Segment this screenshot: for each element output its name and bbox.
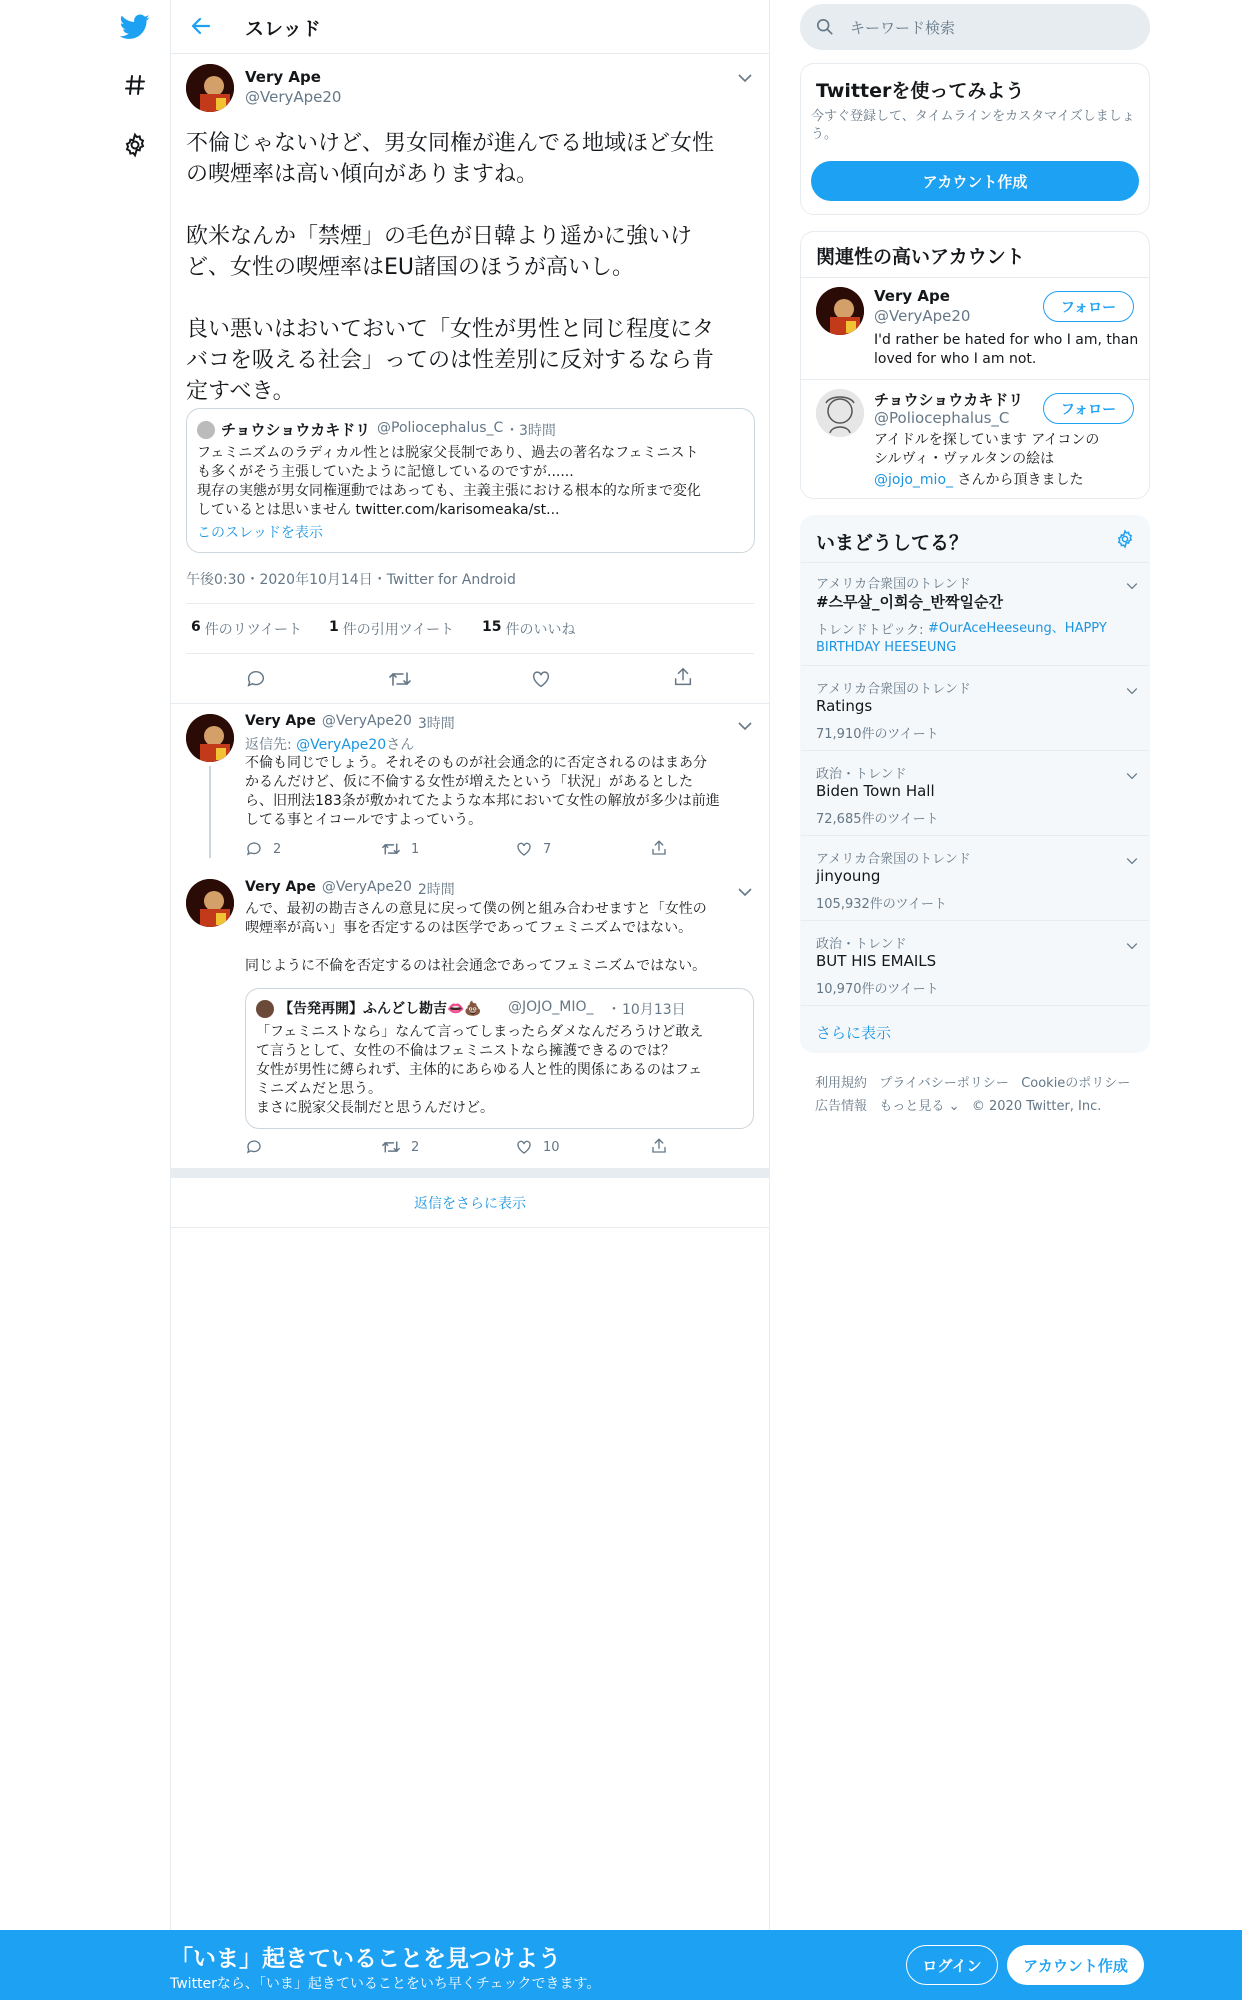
quote-author-handle: @JOJO_MIO_ (508, 999, 594, 1015)
share-icon (650, 839, 668, 857)
show-more-trends-row[interactable] (801, 1005, 1150, 1053)
trend-context: 政治・トレンド (816, 767, 907, 782)
signup-button[interactable]: アカウント作成 (1007, 1945, 1144, 1985)
retweet-action[interactable] (381, 1138, 419, 1156)
reply-action[interactable] (245, 1138, 273, 1156)
reply-action[interactable] (245, 840, 281, 858)
follow-button[interactable]: フォロー (1043, 393, 1134, 424)
quoted-tweet[interactable] (186, 408, 755, 553)
avatar[interactable] (186, 879, 234, 927)
trends-card (800, 515, 1150, 1053)
footer-ads-link[interactable]: 広告情報 (815, 1099, 868, 1114)
avatar (256, 1000, 274, 1018)
trend-item[interactable] (801, 562, 1150, 665)
retweets-label: 件のリツイート (204, 622, 303, 638)
reply-time[interactable]: 3時間 (417, 716, 455, 732)
chevron-down-icon[interactable] (1126, 575, 1138, 594)
show-more-trends-link[interactable]: さらに表示 (816, 1024, 892, 1042)
divider (186, 653, 754, 654)
like-count: 7 (543, 841, 552, 857)
divider (801, 379, 1150, 380)
chevron-down-icon[interactable] (738, 882, 752, 901)
trend-context: 政治・トレンド (816, 937, 907, 952)
quotes-label: 件の引用ツイート (342, 622, 455, 638)
retweet-icon[interactable] (388, 668, 412, 694)
login-button[interactable]: ログイン (906, 1945, 998, 1985)
bottom-bar-subtitle: Twitterなら、「いま」起きていることをいち早くチェックできます。 (170, 1976, 601, 1992)
reply-icon (245, 1138, 263, 1156)
reply-author-handle[interactable]: @VeryApe20 (321, 713, 412, 729)
reply-text: んで、最初の勘吉さんの意見に戻って僕の例と組み合わせますと「女性の 喫煙率が高い」事を否定するのは医学であってフェミニズムではない。 同じように不倫を否定するのは社会通念であってフェミニズムではない。 (245, 901, 707, 974)
trend-name: #스무살_이희승_반짝일순간 (816, 593, 1003, 611)
share-action[interactable] (650, 839, 668, 857)
reply-to-line (245, 734, 414, 754)
like-icon (515, 840, 533, 858)
footer-terms-link[interactable]: 利用規約 (815, 1076, 868, 1091)
retweet-icon (381, 1138, 401, 1156)
quote-author-name: 【告発再開】ふんどし勘吉👄💩 (279, 1001, 482, 1017)
account-name[interactable]: Very Ape (874, 287, 950, 305)
thread-line (209, 766, 211, 858)
gear-icon[interactable] (110, 120, 160, 170)
trend-item[interactable] (801, 750, 1150, 835)
relevant-accounts-card (800, 231, 1150, 499)
bio-mention-link[interactable]: @jojo_mio_ (874, 472, 954, 488)
trend-count: 105,932件のツイート (816, 897, 947, 912)
author-handle[interactable]: @VeryApe20 (245, 88, 342, 106)
reply-author-handle[interactable]: @VeryApe20 (321, 879, 412, 895)
account-bio: アイドルを探しています アイコンの シルヴィ・ヴァルタンの絵は (874, 432, 1100, 467)
trend-count: 71,910件のツイート (816, 727, 939, 742)
quotes-stat[interactable] (329, 619, 454, 639)
likes-label: 件のいいね (505, 622, 576, 638)
like-icon[interactable] (530, 668, 552, 694)
like-icon (515, 1138, 533, 1156)
tweet-meta: 午後0:30・2020年10月14日・Twitter for Android (186, 572, 516, 588)
signup-description: 今すぐ登録して、タイムラインをカスタマイズしましょ う。 (811, 109, 1135, 142)
account-bio-end (874, 469, 1083, 489)
trend-name: BUT HIS EMAILS (816, 952, 937, 970)
twitter-bird-icon[interactable] (110, 2, 160, 52)
avatar[interactable] (816, 287, 864, 335)
reply-to-suffix: さん (386, 737, 415, 753)
thread-header (171, 0, 769, 54)
reply-icon (245, 840, 263, 858)
trend-item[interactable] (801, 835, 1150, 920)
footer-copyright: © 2020 Twitter, Inc. (971, 1099, 1102, 1114)
divider (171, 703, 769, 704)
retweet-count: 1 (411, 841, 420, 857)
reply-author-name[interactable]: Very Ape (245, 713, 316, 729)
quote-text: 「フェミニストなら」なんて言ってしまったらダメなんだろうけど敢え て言うとして、女性の不倫はフェミニストなら擁護できるのでは？ 女性が男性に縛られず、主体的にあらゆる人と性的関係にあるのはフェ ミニズムだと思う。 まさに脱家父長制だと思うんだけど。 (256, 1024, 704, 1116)
reply-icon[interactable] (245, 668, 267, 694)
account-name[interactable]: チョウショウカキドリ (874, 391, 1024, 409)
footer-cookie-link[interactable]: Cookieのポリシー (1021, 1076, 1131, 1091)
show-thread-link[interactable]: このスレッドを表示 (197, 525, 323, 541)
divider (801, 277, 1150, 278)
footer-links (815, 1072, 1145, 1118)
quote-time: 3時間 (519, 423, 556, 439)
page-title: スレッド (245, 18, 321, 40)
account-handle[interactable]: @VeryApe20 (874, 307, 971, 325)
reply-text: 不倫も同じでしょう。それそのものが社会通念的に否定されるのはまあ分 かるんだけど、仮に不倫する女性が増えたという「状況」があるとした ら、旧刑法183条が敷かれてたような本邦において女性の解放が多少は前進 してる事とイコールですよっていう。 (245, 755, 720, 828)
account-bio: I'd rather be hated for who I am, than loved for who I am not. (874, 332, 1139, 367)
trend-context: アメリカ合衆国のトレンド (816, 577, 971, 592)
share-icon (650, 1137, 668, 1155)
account-handle[interactable]: @Poliocephalus_C (874, 409, 1010, 427)
search-box[interactable] (800, 4, 1150, 50)
like-action[interactable] (515, 1138, 560, 1156)
chevron-down-icon[interactable] (1126, 680, 1138, 699)
footer-more-link[interactable] (879, 1099, 959, 1114)
trend-context: アメリカ合衆国のトレンド (816, 852, 971, 867)
like-action[interactable] (515, 840, 551, 858)
trend-context: アメリカ合衆国のトレンド (816, 682, 971, 697)
trend-name: Ratings (816, 697, 873, 715)
likes-count: 15 (482, 619, 502, 635)
section-separator (171, 1168, 769, 1178)
share-action[interactable] (650, 1137, 668, 1155)
quote-author-name: チョウショウカキドリ (221, 421, 371, 439)
retweets-stat[interactable] (191, 619, 302, 639)
chevron-down-icon: ⌄ (944, 1099, 960, 1114)
show-more-replies-link[interactable]: 返信をさらに表示 (414, 1195, 526, 1212)
avatar[interactable] (186, 714, 234, 762)
avatar[interactable] (816, 389, 864, 437)
chevron-down-icon[interactable] (738, 716, 752, 735)
share-icon[interactable] (672, 666, 694, 692)
chevron-down-icon[interactable] (1126, 935, 1138, 954)
bottom-signup-bar (0, 1930, 1242, 2000)
reply-header (245, 713, 455, 733)
reply-to-prefix: 返信先: (245, 737, 297, 753)
retweet-count: 2 (411, 1139, 420, 1155)
trends-title: いまどうしてる？ (816, 532, 969, 554)
quotes-count: 1 (329, 619, 339, 635)
quote-author-handle: @Poliocephalus_C (377, 420, 504, 436)
back-arrow-icon[interactable] (189, 14, 213, 42)
show-more-replies-row[interactable] (171, 1178, 769, 1228)
trend-extra-link[interactable]: #OurAceHeeseung、HAPPY BIRTHDAY HEESEUNG (816, 621, 1107, 655)
tweet-text: 不倫じゃないけど、男女同権が進んでる地域ほど女性 の喫煙率は高い傾向がありますね。 欧米なんか「禁煙」の毛色が日韓より遥かに強いけ ど、女性の喫煙率はEU諸国のほうが高いし。 良い悪いはおいておいて「女性が男性と同じ程度にタ バコを吸える社会」ってのは性差別に反対するなら肯 定すべき。 (186, 131, 715, 404)
right-sidebar (800, 0, 1150, 1160)
bottom-bar-title: 「いま」起きていることを見つけよう (170, 1946, 561, 1972)
reply-author-name[interactable]: Very Ape (245, 879, 316, 895)
chevron-down-icon[interactable] (1126, 850, 1138, 869)
left-nav (100, 0, 170, 1930)
like-count: 10 (543, 1139, 560, 1155)
follow-button[interactable]: フォロー (1043, 291, 1134, 322)
author-name[interactable]: Very Ape (245, 68, 321, 86)
retweet-icon (381, 840, 401, 858)
reply-time[interactable]: 2時間 (417, 882, 455, 898)
trend-extra-prefix: トレンドトピック: (816, 623, 924, 638)
divider (186, 603, 754, 604)
quote-time: 10月13日 (622, 1002, 686, 1018)
relevant-title: 関連性の高いアカウント (816, 246, 1025, 268)
bio-tail: さんから頂きました (953, 472, 1084, 488)
footer-more-label: もっと見る (879, 1099, 945, 1114)
retweet-action[interactable] (381, 840, 419, 858)
chevron-down-icon[interactable] (1126, 765, 1138, 784)
footer-privacy-link[interactable]: プライバシーポリシー (879, 1076, 1009, 1091)
retweets-count: 6 (191, 619, 201, 635)
quote-separator: ・ (607, 1002, 621, 1018)
likes-stat[interactable] (482, 619, 575, 639)
quote-text: フェミニズムのラディカル性とは脱家父長制であり、過去の著名なフェミニスト も多くがそう主張していたように記憶しているのですが...... 現存の実態が男女同権運動ではあっても、主義主張における根本的な所まで変化 しているとは思いません twitter.com/karisomeaka/st... (197, 445, 701, 518)
chevron-down-icon[interactable] (738, 68, 752, 87)
main-column (170, 0, 770, 1930)
trend-count: 10,970件のツイート (816, 982, 939, 997)
trend-name: Biden Town Hall (816, 782, 935, 800)
reply-to-mention[interactable]: @VeryApe20 (296, 737, 387, 753)
avatar[interactable] (186, 64, 234, 112)
trend-item[interactable] (801, 920, 1150, 1005)
trend-count: 72,685件のツイート (816, 812, 939, 827)
search-icon (816, 18, 834, 40)
avatar (197, 421, 215, 439)
quote-separator: ・ (505, 423, 519, 439)
quoted-tweet[interactable] (245, 988, 754, 1129)
gear-icon[interactable] (1115, 529, 1135, 553)
reply-header (245, 879, 455, 899)
hashtag-icon[interactable] (110, 60, 160, 110)
reply-count: 2 (273, 841, 282, 857)
trend-name: jinyoung (816, 867, 881, 885)
trend-item[interactable] (801, 665, 1150, 750)
signup-title: Twitterを使ってみよう (816, 80, 1025, 102)
create-account-button[interactable]: アカウント作成 (811, 161, 1139, 201)
search-input[interactable]: キーワード検索 (850, 19, 956, 37)
signup-card (800, 63, 1150, 215)
